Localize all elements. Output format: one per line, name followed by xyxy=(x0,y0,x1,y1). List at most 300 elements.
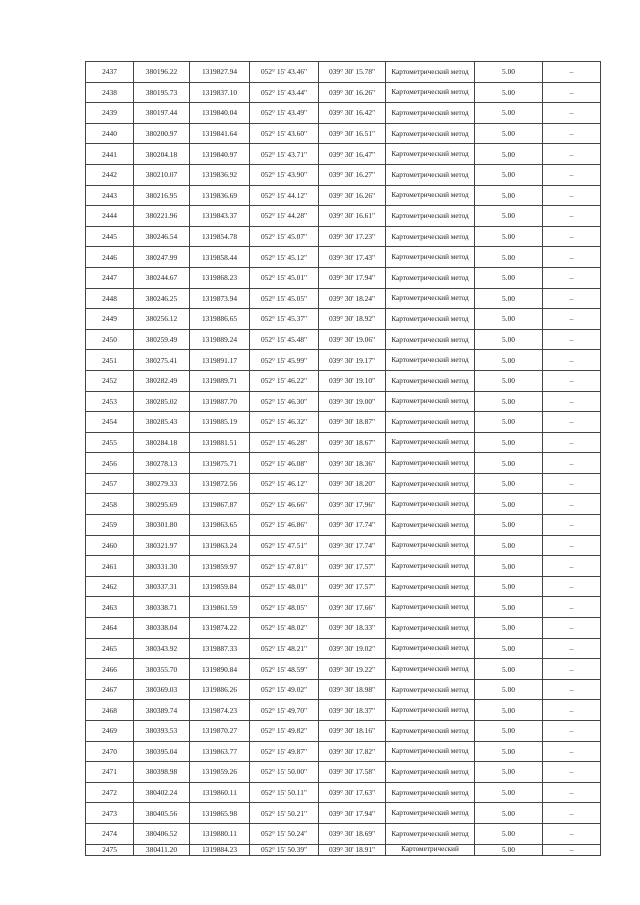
accuracy-cell: 5.00 xyxy=(475,741,543,762)
longitude-cell: 039° 30' 19.22" xyxy=(319,659,386,680)
point-number-cell: 2464 xyxy=(86,618,134,639)
note-cell: – xyxy=(543,144,601,165)
longitude-cell: 039° 30' 17.74" xyxy=(319,515,386,536)
table-row xyxy=(86,350,601,371)
longitude-cell: 039° 30' 17.57" xyxy=(319,556,386,577)
longitude-cell: 039° 30' 16.61" xyxy=(319,206,386,227)
note-cell: – xyxy=(543,679,601,700)
latitude-cell: 052° 15' 45.12" xyxy=(250,247,319,268)
method-cell: Картометрический метод xyxy=(386,288,475,309)
coord-x-cell: 380246.25 xyxy=(134,288,190,309)
point-number-cell: 2443 xyxy=(86,185,134,206)
table-row xyxy=(86,823,601,844)
point-number-cell: 2440 xyxy=(86,123,134,144)
note-cell: – xyxy=(543,309,601,330)
table-row xyxy=(86,453,601,474)
note-cell: – xyxy=(543,103,601,124)
point-number-cell: 2446 xyxy=(86,247,134,268)
coord-y-cell: 1319859.97 xyxy=(190,556,250,577)
latitude-cell: 052° 15' 43.71" xyxy=(250,144,319,165)
table-row xyxy=(86,206,601,227)
point-number-cell: 2461 xyxy=(86,556,134,577)
coord-y-cell: 1319884.23 xyxy=(190,844,250,855)
accuracy-cell: 5.00 xyxy=(475,247,543,268)
note-cell: – xyxy=(543,82,601,103)
point-number-cell: 2475 xyxy=(86,844,134,855)
method-cell: Картометрический метод xyxy=(386,329,475,350)
method-cell: Картометрический метод xyxy=(386,556,475,577)
coord-x-cell: 380259.49 xyxy=(134,329,190,350)
longitude-cell: 039° 30' 17.58" xyxy=(319,762,386,783)
coord-x-cell: 380246.54 xyxy=(134,226,190,247)
accuracy-cell: 5.00 xyxy=(475,515,543,536)
point-number-cell: 2474 xyxy=(86,823,134,844)
table-row xyxy=(86,226,601,247)
latitude-cell: 052° 15' 48.59" xyxy=(250,659,319,680)
point-number-cell: 2468 xyxy=(86,700,134,721)
note-cell: – xyxy=(543,823,601,844)
accuracy-cell: 5.00 xyxy=(475,844,543,855)
latitude-cell: 052° 15' 50.11" xyxy=(250,782,319,803)
latitude-cell: 052° 15' 49.82" xyxy=(250,721,319,742)
point-number-cell: 2472 xyxy=(86,782,134,803)
longitude-cell: 039° 30' 19.02" xyxy=(319,638,386,659)
coord-x-cell: 380278.13 xyxy=(134,453,190,474)
table-row xyxy=(86,164,601,185)
table-row xyxy=(86,700,601,721)
method-cell: Картометрический метод xyxy=(386,659,475,680)
point-number-cell: 2460 xyxy=(86,535,134,556)
method-cell: Картометрический метод xyxy=(386,412,475,433)
note-cell: – xyxy=(543,556,601,577)
table-row xyxy=(86,329,601,350)
longitude-cell: 039° 30' 17.94" xyxy=(319,267,386,288)
method-cell: Картометрический метод xyxy=(386,823,475,844)
table-row xyxy=(86,288,601,309)
longitude-cell: 039° 30' 17.96" xyxy=(319,494,386,515)
coord-y-cell: 1319863.65 xyxy=(190,515,250,536)
coord-y-cell: 1319840.97 xyxy=(190,144,250,165)
accuracy-cell: 5.00 xyxy=(475,123,543,144)
longitude-cell: 039° 30' 18.91" xyxy=(319,844,386,855)
note-cell: – xyxy=(543,412,601,433)
coord-x-cell: 380216.95 xyxy=(134,185,190,206)
latitude-cell: 052° 15' 50.39" xyxy=(250,844,319,855)
accuracy-cell: 5.00 xyxy=(475,803,543,824)
note-cell: – xyxy=(543,535,601,556)
point-number-cell: 2437 xyxy=(86,62,134,83)
latitude-cell: 052° 15' 48.21" xyxy=(250,638,319,659)
point-number-cell: 2458 xyxy=(86,494,134,515)
coord-y-cell: 1319890.84 xyxy=(190,659,250,680)
table-row xyxy=(86,638,601,659)
coord-y-cell: 1319881.51 xyxy=(190,432,250,453)
accuracy-cell: 5.00 xyxy=(475,782,543,803)
coord-y-cell: 1319874.22 xyxy=(190,618,250,639)
latitude-cell: 052° 15' 46.32" xyxy=(250,412,319,433)
coord-y-cell: 1319827.94 xyxy=(190,62,250,83)
method-cell: Картометрический метод xyxy=(386,103,475,124)
note-cell: – xyxy=(543,721,601,742)
coord-x-cell: 380210.07 xyxy=(134,164,190,185)
note-cell: – xyxy=(543,391,601,412)
accuracy-cell: 5.00 xyxy=(475,391,543,412)
coord-x-cell: 380411.20 xyxy=(134,844,190,855)
longitude-cell: 039° 30' 17.23" xyxy=(319,226,386,247)
longitude-cell: 039° 30' 19.10" xyxy=(319,370,386,391)
latitude-cell: 052° 15' 47.51" xyxy=(250,535,319,556)
coord-y-cell: 1319837.10 xyxy=(190,82,250,103)
latitude-cell: 052° 15' 44.28" xyxy=(250,206,319,227)
coord-x-cell: 380321.97 xyxy=(134,535,190,556)
table-row xyxy=(86,844,601,855)
table-row xyxy=(86,721,601,742)
coord-y-cell: 1319859.26 xyxy=(190,762,250,783)
accuracy-cell: 5.00 xyxy=(475,679,543,700)
longitude-cell: 039° 30' 16.47" xyxy=(319,144,386,165)
accuracy-cell: 5.00 xyxy=(475,144,543,165)
point-number-cell: 2453 xyxy=(86,391,134,412)
coord-x-cell: 380195.73 xyxy=(134,82,190,103)
accuracy-cell: 5.00 xyxy=(475,185,543,206)
note-cell: – xyxy=(543,247,601,268)
point-number-cell: 2459 xyxy=(86,515,134,536)
table-row xyxy=(86,515,601,536)
method-cell: Картометрический метод xyxy=(386,82,475,103)
longitude-cell: 039° 30' 16.26" xyxy=(319,82,386,103)
latitude-cell: 052° 15' 45.48" xyxy=(250,329,319,350)
coord-x-cell: 380279.33 xyxy=(134,473,190,494)
table-row xyxy=(86,370,601,391)
coord-x-cell: 380343.92 xyxy=(134,638,190,659)
longitude-cell: 039° 30' 17.74" xyxy=(319,535,386,556)
latitude-cell: 052° 15' 43.60" xyxy=(250,123,319,144)
method-cell: Картометрический метод xyxy=(386,247,475,268)
note-cell: – xyxy=(543,597,601,618)
latitude-cell: 052° 15' 46.66" xyxy=(250,494,319,515)
coord-y-cell: 1319865.98 xyxy=(190,803,250,824)
table-row xyxy=(86,185,601,206)
latitude-cell: 052° 15' 43.90" xyxy=(250,164,319,185)
latitude-cell: 052° 15' 44.12" xyxy=(250,185,319,206)
coord-x-cell: 380389.74 xyxy=(134,700,190,721)
note-cell: – xyxy=(543,844,601,855)
coord-x-cell: 380338.71 xyxy=(134,597,190,618)
point-number-cell: 2451 xyxy=(86,350,134,371)
coord-y-cell: 1319860.11 xyxy=(190,782,250,803)
table-row xyxy=(86,803,601,824)
longitude-cell: 039° 30' 18.36" xyxy=(319,453,386,474)
coord-y-cell: 1319885.19 xyxy=(190,412,250,433)
point-number-cell: 2452 xyxy=(86,370,134,391)
table-row xyxy=(86,412,601,433)
coord-y-cell: 1319887.70 xyxy=(190,391,250,412)
method-cell: Картометрический метод xyxy=(386,370,475,391)
table-row xyxy=(86,432,601,453)
point-number-cell: 2447 xyxy=(86,267,134,288)
accuracy-cell: 5.00 xyxy=(475,370,543,391)
coord-x-cell: 380284.18 xyxy=(134,432,190,453)
table-row xyxy=(86,535,601,556)
table-row xyxy=(86,247,601,268)
note-cell: – xyxy=(543,206,601,227)
coord-x-cell: 380221.96 xyxy=(134,206,190,227)
latitude-cell: 052° 15' 46.86" xyxy=(250,515,319,536)
coord-y-cell: 1319889.24 xyxy=(190,329,250,350)
method-cell: Картометрический метод xyxy=(386,226,475,247)
latitude-cell: 052° 15' 46.22" xyxy=(250,370,319,391)
point-number-cell: 2469 xyxy=(86,721,134,742)
longitude-cell: 039° 30' 16.27" xyxy=(319,164,386,185)
note-cell: – xyxy=(543,700,601,721)
accuracy-cell: 5.00 xyxy=(475,473,543,494)
accuracy-cell: 5.00 xyxy=(475,329,543,350)
longitude-cell: 039° 30' 17.43" xyxy=(319,247,386,268)
accuracy-cell: 5.00 xyxy=(475,453,543,474)
coord-y-cell: 1319873.94 xyxy=(190,288,250,309)
coord-x-cell: 380282.49 xyxy=(134,370,190,391)
coord-x-cell: 380395.04 xyxy=(134,741,190,762)
method-cell: Картометрический метод xyxy=(386,638,475,659)
coord-y-cell: 1319861.59 xyxy=(190,597,250,618)
table-body xyxy=(86,62,601,856)
point-number-cell: 2441 xyxy=(86,144,134,165)
latitude-cell: 052° 15' 47.81" xyxy=(250,556,319,577)
accuracy-cell: 5.00 xyxy=(475,226,543,247)
point-number-cell: 2470 xyxy=(86,741,134,762)
coord-x-cell: 380331.30 xyxy=(134,556,190,577)
latitude-cell: 052° 15' 50.24" xyxy=(250,823,319,844)
method-cell: Картометрический метод xyxy=(386,164,475,185)
note-cell: – xyxy=(543,453,601,474)
coord-x-cell: 380398.98 xyxy=(134,762,190,783)
longitude-cell: 039° 30' 17.57" xyxy=(319,576,386,597)
coord-y-cell: 1319867.87 xyxy=(190,494,250,515)
method-cell: Картометрический метод xyxy=(386,267,475,288)
latitude-cell: 052° 15' 48.02" xyxy=(250,618,319,639)
accuracy-cell: 5.00 xyxy=(475,412,543,433)
coord-y-cell: 1319863.77 xyxy=(190,741,250,762)
longitude-cell: 039° 30' 18.16" xyxy=(319,721,386,742)
point-number-cell: 2466 xyxy=(86,659,134,680)
method-cell: Картометрический метод xyxy=(386,350,475,371)
table-row xyxy=(86,556,601,577)
coord-y-cell: 1319887.33 xyxy=(190,638,250,659)
note-cell: – xyxy=(543,350,601,371)
method-cell: Картометрический метод xyxy=(386,741,475,762)
coord-y-cell: 1319889.71 xyxy=(190,370,250,391)
latitude-cell: 052° 15' 43.44" xyxy=(250,82,319,103)
coord-y-cell: 1319886.26 xyxy=(190,679,250,700)
point-number-cell: 2438 xyxy=(86,82,134,103)
coord-y-cell: 1319886.65 xyxy=(190,309,250,330)
coord-x-cell: 380301.80 xyxy=(134,515,190,536)
longitude-cell: 039° 30' 17.82" xyxy=(319,741,386,762)
note-cell: – xyxy=(543,741,601,762)
table-row xyxy=(86,391,601,412)
method-cell: Картометрический метод xyxy=(386,679,475,700)
note-cell: – xyxy=(543,638,601,659)
point-number-cell: 2467 xyxy=(86,679,134,700)
coord-x-cell: 380200.97 xyxy=(134,123,190,144)
longitude-cell: 039° 30' 18.37" xyxy=(319,700,386,721)
method-cell: Картометрический метод xyxy=(386,782,475,803)
point-number-cell: 2454 xyxy=(86,412,134,433)
longitude-cell: 039° 30' 15.78" xyxy=(319,62,386,83)
note-cell: – xyxy=(543,329,601,350)
coord-x-cell: 380369.03 xyxy=(134,679,190,700)
note-cell: – xyxy=(543,576,601,597)
latitude-cell: 052° 15' 50.21" xyxy=(250,803,319,824)
table-row xyxy=(86,597,601,618)
coord-x-cell: 380285.43 xyxy=(134,412,190,433)
latitude-cell: 052° 15' 49.70" xyxy=(250,700,319,721)
table-row xyxy=(86,741,601,762)
coord-y-cell: 1319843.37 xyxy=(190,206,250,227)
longitude-cell: 039° 30' 18.92" xyxy=(319,309,386,330)
point-number-cell: 2448 xyxy=(86,288,134,309)
accuracy-cell: 5.00 xyxy=(475,62,543,83)
note-cell: – xyxy=(543,473,601,494)
method-cell: Картометрический метод xyxy=(386,453,475,474)
longitude-cell: 039° 30' 18.87" xyxy=(319,412,386,433)
latitude-cell: 052° 15' 45.01" xyxy=(250,267,319,288)
accuracy-cell: 5.00 xyxy=(475,618,543,639)
longitude-cell: 039° 30' 18.33" xyxy=(319,618,386,639)
coord-y-cell: 1319840.04 xyxy=(190,103,250,124)
coord-y-cell: 1319868.23 xyxy=(190,267,250,288)
method-cell: Картометрический метод xyxy=(386,309,475,330)
latitude-cell: 052° 15' 48.05" xyxy=(250,597,319,618)
method-cell: Картометрический метод xyxy=(386,473,475,494)
accuracy-cell: 5.00 xyxy=(475,597,543,618)
coord-y-cell: 1319870.27 xyxy=(190,721,250,742)
longitude-cell: 039° 30' 19.00" xyxy=(319,391,386,412)
coord-x-cell: 380402.24 xyxy=(134,782,190,803)
point-number-cell: 2445 xyxy=(86,226,134,247)
latitude-cell: 052° 15' 45.99" xyxy=(250,350,319,371)
note-cell: – xyxy=(543,288,601,309)
latitude-cell: 052° 15' 48.01" xyxy=(250,576,319,597)
coord-y-cell: 1319854.78 xyxy=(190,226,250,247)
accuracy-cell: 5.00 xyxy=(475,638,543,659)
coord-y-cell: 1319836.92 xyxy=(190,164,250,185)
method-cell: Картометрический метод xyxy=(386,206,475,227)
method-cell: Картометрический метод xyxy=(386,700,475,721)
longitude-cell: 039° 30' 17.66" xyxy=(319,597,386,618)
latitude-cell: 052° 15' 49.02" xyxy=(250,679,319,700)
longitude-cell: 039° 30' 17.63" xyxy=(319,782,386,803)
note-cell: – xyxy=(543,370,601,391)
accuracy-cell: 5.00 xyxy=(475,350,543,371)
coord-x-cell: 380355.70 xyxy=(134,659,190,680)
coord-x-cell: 380204.18 xyxy=(134,144,190,165)
coord-x-cell: 380275.41 xyxy=(134,350,190,371)
accuracy-cell: 5.00 xyxy=(475,659,543,680)
point-number-cell: 2473 xyxy=(86,803,134,824)
accuracy-cell: 5.00 xyxy=(475,535,543,556)
note-cell: – xyxy=(543,123,601,144)
table-row xyxy=(86,123,601,144)
coord-x-cell: 380338.04 xyxy=(134,618,190,639)
method-cell: Картометрический метод xyxy=(386,618,475,639)
coord-x-cell: 380406.52 xyxy=(134,823,190,844)
table-row xyxy=(86,144,601,165)
accuracy-cell: 5.00 xyxy=(475,721,543,742)
table-row xyxy=(86,494,601,515)
note-cell: – xyxy=(543,659,601,680)
point-number-cell: 2457 xyxy=(86,473,134,494)
method-cell: Картометрический метод xyxy=(386,62,475,83)
point-number-cell: 2449 xyxy=(86,309,134,330)
note-cell: – xyxy=(543,164,601,185)
table-row xyxy=(86,679,601,700)
coord-x-cell: 380337.31 xyxy=(134,576,190,597)
point-number-cell: 2444 xyxy=(86,206,134,227)
point-number-cell: 2463 xyxy=(86,597,134,618)
note-cell: – xyxy=(543,515,601,536)
point-number-cell: 2450 xyxy=(86,329,134,350)
coord-y-cell: 1319836.69 xyxy=(190,185,250,206)
latitude-cell: 052° 15' 45.05" xyxy=(250,288,319,309)
accuracy-cell: 5.00 xyxy=(475,576,543,597)
latitude-cell: 052° 15' 45.07" xyxy=(250,226,319,247)
latitude-cell: 052° 15' 43.46" xyxy=(250,62,319,83)
longitude-cell: 039° 30' 18.67" xyxy=(319,432,386,453)
method-cell: Картометрический xyxy=(386,844,475,855)
table-row xyxy=(86,618,601,639)
table-row xyxy=(86,659,601,680)
accuracy-cell: 5.00 xyxy=(475,432,543,453)
table-row xyxy=(86,267,601,288)
method-cell: Картометрический метод xyxy=(386,597,475,618)
note-cell: – xyxy=(543,267,601,288)
point-number-cell: 2465 xyxy=(86,638,134,659)
coord-x-cell: 380285.02 xyxy=(134,391,190,412)
longitude-cell: 039° 30' 18.98" xyxy=(319,679,386,700)
point-number-cell: 2439 xyxy=(86,103,134,124)
note-cell: – xyxy=(543,803,601,824)
accuracy-cell: 5.00 xyxy=(475,206,543,227)
coord-y-cell: 1319891.17 xyxy=(190,350,250,371)
note-cell: – xyxy=(543,185,601,206)
accuracy-cell: 5.00 xyxy=(475,267,543,288)
note-cell: – xyxy=(543,226,601,247)
table-row xyxy=(86,82,601,103)
point-number-cell: 2442 xyxy=(86,164,134,185)
table-row xyxy=(86,576,601,597)
point-number-cell: 2471 xyxy=(86,762,134,783)
coord-x-cell: 380405.56 xyxy=(134,803,190,824)
coord-y-cell: 1319875.71 xyxy=(190,453,250,474)
longitude-cell: 039° 30' 16.42" xyxy=(319,103,386,124)
note-cell: – xyxy=(543,762,601,783)
longitude-cell: 039° 30' 19.06" xyxy=(319,329,386,350)
coord-x-cell: 380244.67 xyxy=(134,267,190,288)
latitude-cell: 052° 15' 49.87" xyxy=(250,741,319,762)
latitude-cell: 052° 15' 46.12" xyxy=(250,473,319,494)
accuracy-cell: 5.00 xyxy=(475,823,543,844)
method-cell: Картометрический метод xyxy=(386,515,475,536)
method-cell: Картометрический метод xyxy=(386,123,475,144)
table-row xyxy=(86,62,601,83)
method-cell: Картометрический метод xyxy=(386,721,475,742)
longitude-cell: 039° 30' 18.20" xyxy=(319,473,386,494)
accuracy-cell: 5.00 xyxy=(475,556,543,577)
latitude-cell: 052° 15' 46.28" xyxy=(250,432,319,453)
note-cell: – xyxy=(543,494,601,515)
method-cell: Картометрический метод xyxy=(386,494,475,515)
